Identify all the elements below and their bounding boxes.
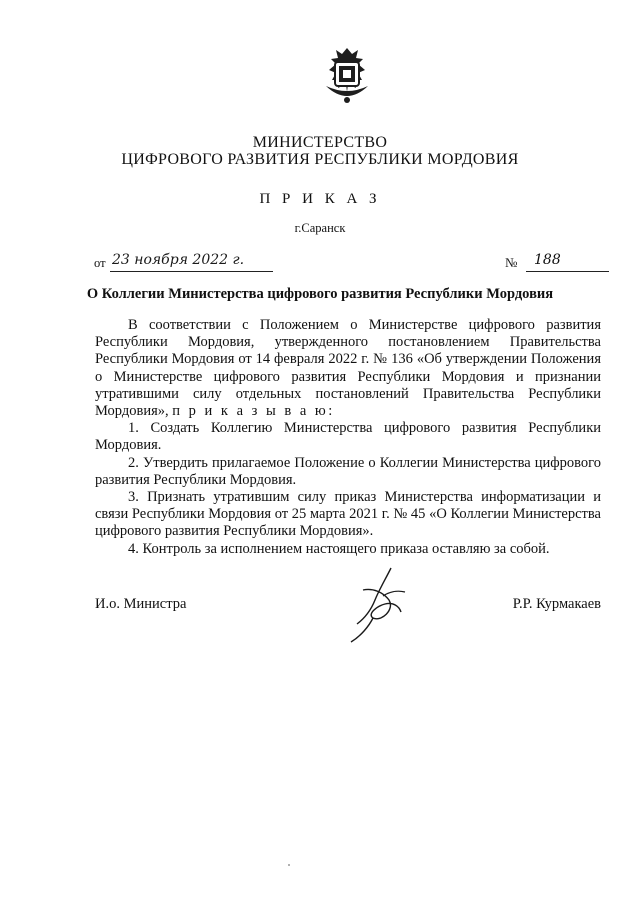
document-title: О Коллегии Министерства цифрового развития Республики Мордовия xyxy=(86,286,554,302)
coat-of-arms-icon xyxy=(318,46,376,106)
list-item: 4. Контроль за исполнением настоящего приказа оставляю за собой. xyxy=(128,540,550,557)
date-number-row xyxy=(94,252,609,274)
list-item: 1. Создать Коллегию Министерства цифрового развития Республики Мордовия. xyxy=(95,420,601,454)
document-type: П Р И К А З xyxy=(259,191,381,207)
intro-text: В соответствии с Положением о Министерстве цифрового развития Республики Мордовия, утвержденного постановлением Правительства Республики Мордовия от 14 февраля 2022 г. № 136 «Об утверждении Положения о Министерстве цифрового развития Республики Мордовия и признании утратившими силу отдельных постановлений Правительства Республики Мордовия», xyxy=(95,317,601,420)
signatory-role: И.о. Министра xyxy=(95,596,187,612)
scan-speck xyxy=(288,864,290,866)
date-underline xyxy=(110,271,273,272)
signatory-name: Р.Р. Курмакаев xyxy=(512,596,601,612)
list-item: 2. Утвердить прилагаемое Положение о Коллегии Министерства цифрового развития Республики Мордовия. xyxy=(95,454,601,488)
intro-paragraph xyxy=(95,317,601,420)
city-name: г.Саранск xyxy=(294,221,346,235)
handwritten-number: 188 xyxy=(534,252,561,268)
number-label: № xyxy=(505,255,518,270)
number-underline xyxy=(526,271,609,272)
handwritten-date: 23 ноября 2022 г. xyxy=(112,252,245,268)
ministry-name-line1: МИНИСТЕРСТВО xyxy=(252,134,388,151)
date-prefix: от xyxy=(94,256,106,270)
decree-word: п р и к а з ы в а ю: xyxy=(172,403,335,420)
document-body xyxy=(95,317,601,558)
list-item: 3. Признать утратившим силу приказ Министерства информатизации и связи Республики Мордовия от 25 марта 2021 г. № 45 «О Коллегии Министерства цифрового развития Республики Мордовия». xyxy=(95,489,601,540)
handwritten-signature-icon xyxy=(343,566,413,644)
ministry-name-line2: ЦИФРОВОГО РАЗВИТИЯ РЕСПУБЛИКИ МОРДОВИЯ xyxy=(121,151,519,168)
